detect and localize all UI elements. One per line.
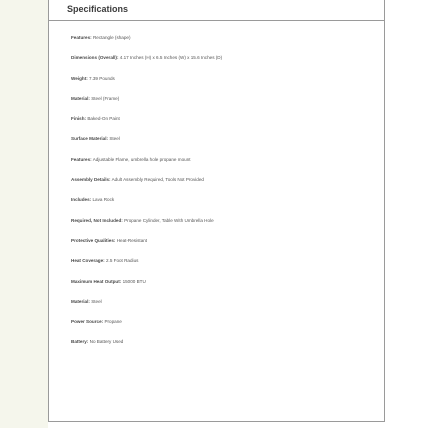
spec-value: Baked-On Paint [87, 116, 120, 122]
left-margin [0, 0, 48, 428]
spec-label: Finish: [71, 116, 87, 122]
spec-row [71, 251, 378, 271]
spec-value: Adjustable Flame, umbrella hole propane mount [92, 156, 191, 162]
spec-row [71, 292, 378, 312]
spec-value: No Battery Used [89, 339, 124, 345]
spec-label: Required, Not Included: [71, 217, 123, 223]
spec-label: Dimensions (Overall): [71, 55, 119, 61]
spec-row [71, 109, 378, 129]
spec-row [71, 28, 378, 48]
spec-label: Surface Material: [71, 136, 109, 142]
spec-label: Power Source: [71, 319, 104, 325]
spec-value: Steel [109, 136, 120, 142]
spec-value: Steel (Frame) [91, 95, 120, 101]
spec-value: Heat-Resistant [116, 237, 148, 243]
spec-value: Lava Rock [92, 197, 115, 203]
spec-row [71, 89, 378, 109]
spec-label: Battery: [71, 339, 89, 345]
spec-label: Features: [71, 156, 92, 162]
spec-value: Adult Assembly Required, Tools Not Provided [111, 177, 204, 183]
spec-value: 7.39 Pounds [89, 75, 115, 81]
spec-list [71, 28, 378, 353]
spec-value: Propane Cylinder, Table With Umbrella Hole [124, 217, 214, 223]
spec-row [71, 48, 378, 68]
spec-value: 15000 BTU [122, 278, 146, 284]
spec-row [71, 190, 378, 210]
spec-row [71, 129, 378, 149]
spec-value: 2.5 Foot Radius [105, 258, 139, 264]
spec-value: Propane [104, 319, 122, 325]
spec-row [71, 332, 378, 352]
spec-label: Features: [71, 35, 92, 40]
spec-label: Material: [71, 95, 90, 101]
specifications-panel [48, 0, 385, 422]
spec-row [71, 312, 378, 332]
spec-value: Steel [91, 298, 102, 304]
spec-value: Rectangle (shape) [92, 35, 131, 40]
spec-label: Protective Qualities: [71, 237, 116, 243]
spec-row [71, 211, 378, 231]
spec-row [71, 150, 378, 170]
spec-row [71, 272, 378, 292]
spec-label: Material: [71, 298, 90, 304]
spec-label: Maximum Heat Output: [71, 278, 122, 284]
spec-row [71, 231, 378, 251]
spec-row [71, 69, 378, 89]
spec-label: Assembly Details: [71, 177, 111, 183]
spec-label: Includes: [71, 197, 92, 203]
title-divider [49, 20, 384, 21]
spec-row [71, 170, 378, 190]
spec-label: Weight: [71, 75, 88, 81]
specifications-title: Specifications [67, 4, 129, 14]
spec-value: 4.17 Inches (H) x 6.5 Inches (W) x 15.6 Inches (D) [119, 55, 223, 61]
spec-label: Heat Coverage: [71, 258, 105, 264]
